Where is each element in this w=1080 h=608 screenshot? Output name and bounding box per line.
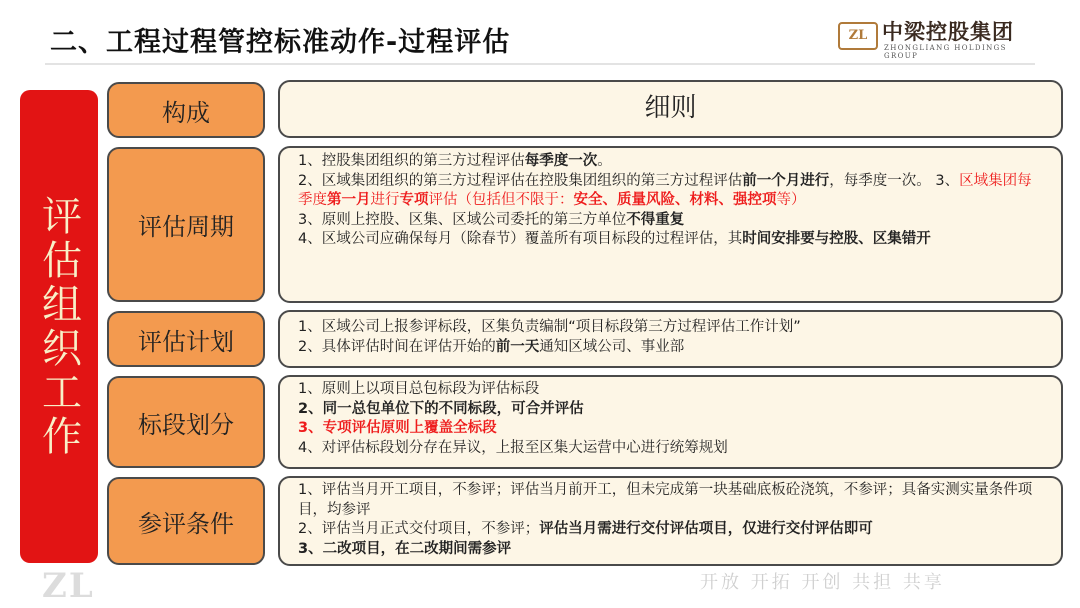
- logo-name-en: ZHONGLIANG HOLDINGS GROUP: [884, 44, 1007, 60]
- side-label: 评估组织工作: [35, 194, 82, 459]
- header-col-composition: [107, 82, 265, 138]
- row-label-section: [107, 376, 265, 468]
- text: ，每季度一次。 3、: [829, 172, 960, 189]
- plan-line-1: 1、区域公司上报参评标段，区集负责编制“项目标段第三方过程评估工作计划”: [298, 319, 801, 335]
- row-detail-cycle: [278, 146, 1063, 303]
- row-label-cycle-text: 评估周期: [138, 213, 234, 241]
- plan-line-2: [298, 338, 1045, 358]
- header-col-composition-label: 构成: [162, 98, 210, 127]
- text-red-bold: 安全、质量风险、材料、强控项: [573, 192, 777, 208]
- text-bold: 前一天: [495, 338, 540, 355]
- cond-line-1: 1、评估当月开工项目，不参评；评估当月前开工，但未完成第一块基础底板砼浇筑，不参评；具备实测实量条件项目，均参评: [298, 482, 1033, 518]
- cycle-line-3: [298, 211, 1045, 231]
- logo-mark-icon: ZL: [838, 22, 878, 50]
- text: 3、原则上控股、区集、区域公司委托的第三方单位: [298, 211, 627, 228]
- row-detail-plan: [278, 310, 1063, 368]
- text: 2、具体评估时间在评估开始的: [298, 338, 496, 355]
- row-label-conditions-text: 参评条件: [138, 509, 234, 538]
- section-line-1: 1、原则上以项目总包标段为评估标段: [298, 381, 540, 397]
- text-red: 等）: [776, 192, 806, 208]
- row-label-section-text: 标段划分: [138, 410, 234, 439]
- text-bold: 评估当月需进行交付评估项目，仅进行交付评估即可: [539, 521, 873, 537]
- text-bold: 不得重复: [626, 211, 685, 228]
- header-col-details: [278, 80, 1063, 138]
- title-divider: [45, 63, 1035, 65]
- text-red: 进行: [370, 192, 400, 208]
- cycle-line-4: [298, 230, 1045, 250]
- footer-slogan-watermark: 开放 开拓 开创 共担 共享: [700, 572, 945, 593]
- logo-name-cn: 中梁控股集团: [882, 20, 1014, 44]
- section-line-2: 2、同一总包单位下的不同标段，可合并评估: [298, 400, 584, 417]
- row-label-plan-text: 评估计划: [138, 327, 234, 356]
- side-label-box: [20, 90, 98, 563]
- text-bold: 时间安排要与控股、区集错开: [742, 231, 931, 247]
- cond-line-2: [298, 520, 1045, 540]
- section-line-4: 4、对评估标段划分存在异议，上报至区集大运营中心进行统筹规划: [298, 439, 728, 456]
- text: 。: [597, 153, 612, 169]
- text: 1、控股集团组织的第三方过程评估: [298, 153, 525, 169]
- row-label-conditions: [107, 477, 265, 565]
- header-col-details-label: 细则: [644, 93, 697, 124]
- text-red: 评估（包括但不限于：: [428, 192, 574, 208]
- text: 2、区域集团组织的第三方过程评估在控股集团组织的第三方过程评估: [298, 172, 743, 189]
- company-logo: [838, 14, 1028, 58]
- section-line-3: 3、专项评估原则上覆盖全标段: [298, 420, 497, 436]
- text-red: 区域集团每季度: [298, 172, 1032, 208]
- cond-line-3: 3、二改项目，在二改期间需参评: [298, 540, 512, 557]
- page-title: 二、工程过程管控标准动作-过程评估: [50, 27, 511, 58]
- row-detail-conditions: [278, 476, 1063, 566]
- text-bold: 每季度一次: [524, 153, 598, 169]
- text: 4、区域公司应确保每月（除春节）覆盖所有项目标段的过程评估，其: [298, 231, 743, 247]
- text-red-bold: 第一月: [327, 192, 371, 208]
- text-red-bold: 专项: [399, 192, 429, 208]
- footer-logo-watermark: ZL: [42, 566, 95, 606]
- row-detail-section: [278, 375, 1063, 469]
- cycle-line-2: [298, 172, 1045, 211]
- text: 通知区域公司、事业部: [539, 338, 685, 355]
- text-bold: 前一个月进行: [742, 172, 830, 189]
- text: 2、评估当月正式交付项目，不参评；: [298, 521, 540, 537]
- cycle-line-1: [298, 152, 1045, 172]
- row-label-cycle: [107, 147, 265, 302]
- row-label-plan: [107, 311, 265, 367]
